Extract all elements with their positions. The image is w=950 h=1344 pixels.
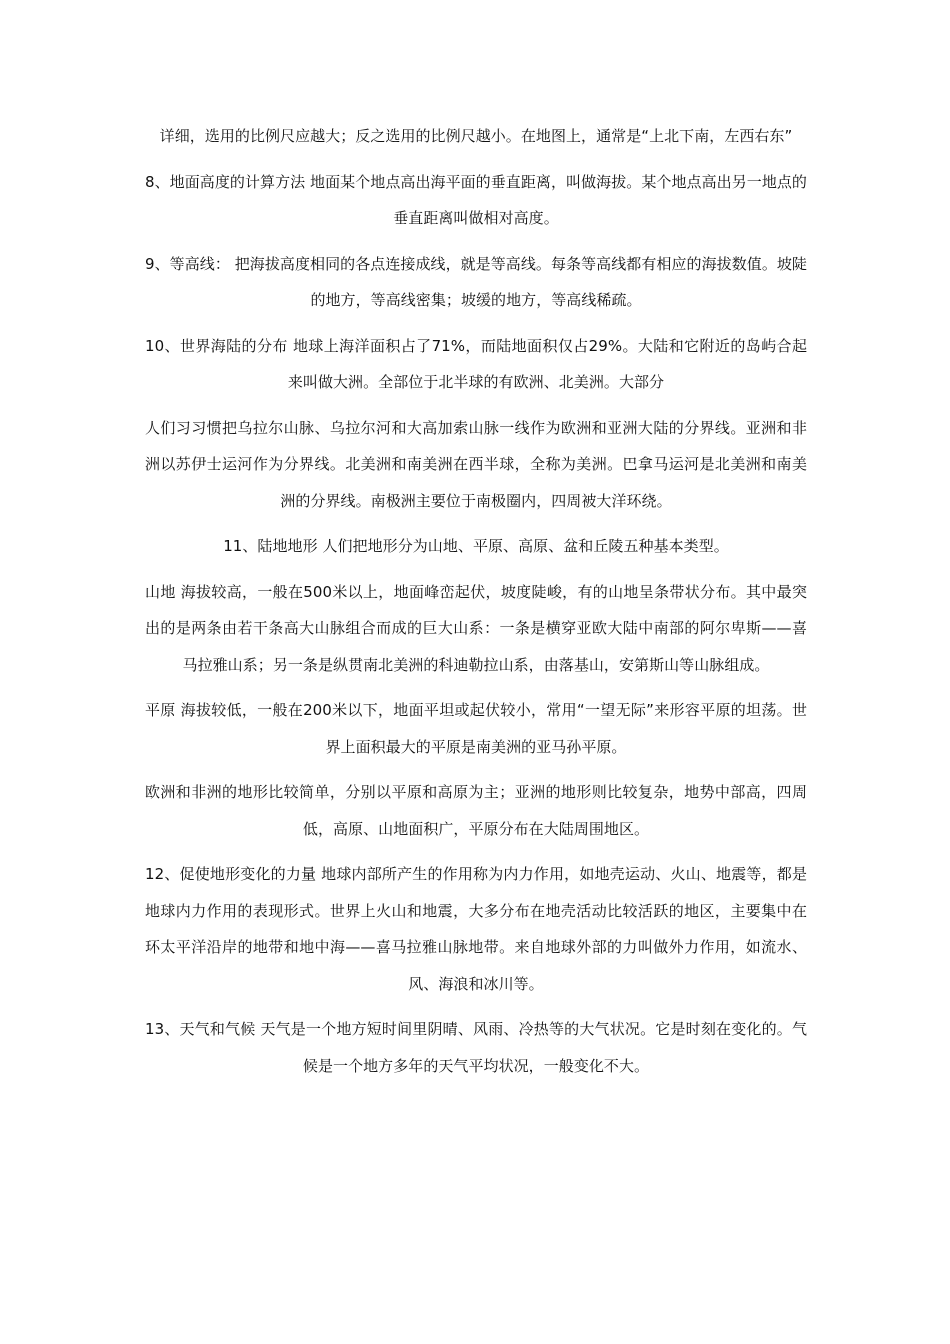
paragraph-land-sea-distribution: 10、世界海陆的分布 地球上海洋面积占了71%，而陆地面积仅占29%。大陆和它附近的岛屿合起来叫做大洲。全部位于北半球的有欧洲、北美洲。大部分 [145,336,807,391]
paragraph-continent-boundaries: 人们习习惯把乌拉尔山脉、乌拉尔河和大高加索山脉一线作为欧洲和亚洲大陆的分界线。亚洲和非洲以苏伊士运河作为分界线。北美洲和南美洲在西半球，全称为美洲。巴拿马运河是北美洲和南美洲的分界线。南极洲主要位于南极圈内，四周被大洋环绕。 [145,418,807,510]
paragraph-weather-climate: 13、天气和气候 天气是一个地方短时间里阴晴、风雨、冷热等的大气状况。它是时刻在变化的。气候是一个地方多年的天气平均状况，一般变化不大。 [145,1020,807,1075]
paragraph-altitude: 8、地面高度的计算方法 地面某个地点高出海平面的垂直距离，叫做海拔。某个地点高出另一地点的垂直距离叫做相对高度。 [145,172,807,227]
paragraph-mountains: 山地 海拔较高，一般在500米以上，地面峰峦起伏，坡度陡峻，有的山地呈条带状分布。其中最突出的是两条由若干条高大山脉组合而成的巨大山系：一条是横穿亚欧大陆中南部的阿尔卑斯——喜马拉雅山系；另一条是纵贯南北美洲的科迪勒拉山系，由落基山，安第斯山等山脉组成。 [145,582,807,674]
paragraph-landform-forces: 12、促使地形变化的力量 地球内部所产生的作用称为内力作用，如地壳运动、火山、地震等，都是地球内力作用的表现形式。世界上火山和地震，大多分布在地壳活动比较活跃的地区，主要集中在环太平洋沿岸的地带和地中海——喜马拉雅山脉地带。来自地球外部的力叫做外力作用，如流水、风、海浪和冰川等。 [145,865,807,993]
paragraph-continent-terrain: 欧洲和非洲的地形比较简单，分别以平原和高原为主；亚洲的地形则比较复杂，地势中部高，四周低，高原、山地面积广，平原分布在大陆周围地区。 [145,783,807,838]
paragraph-plains: 平原 海拔较低，一般在200米以下，地面平坦或起伏较小，常用“一望无际”来形容平原的坦荡。世界上面积最大的平原是南美洲的亚马孙平原。 [145,701,807,756]
paragraph-map-orientation: 详细，选用的比例尺应越大；反之选用的比例尺越小。在地图上，通常是“上北下南，左西右东” [159,127,793,145]
paragraph-contour-lines: 9、等高线： 把海拔高度相同的各点连接成线，就是等高线。每条等高线都有相应的海拔数值。坡陡的地方，等高线密集；坡缓的地方，等高线稀疏。 [145,254,807,309]
document-page [145,118,807,1093]
paragraph-landform-types: 11、陆地地形 人们把地形分为山地、平原、高原、盆和丘陵五种基本类型。 [223,537,729,555]
